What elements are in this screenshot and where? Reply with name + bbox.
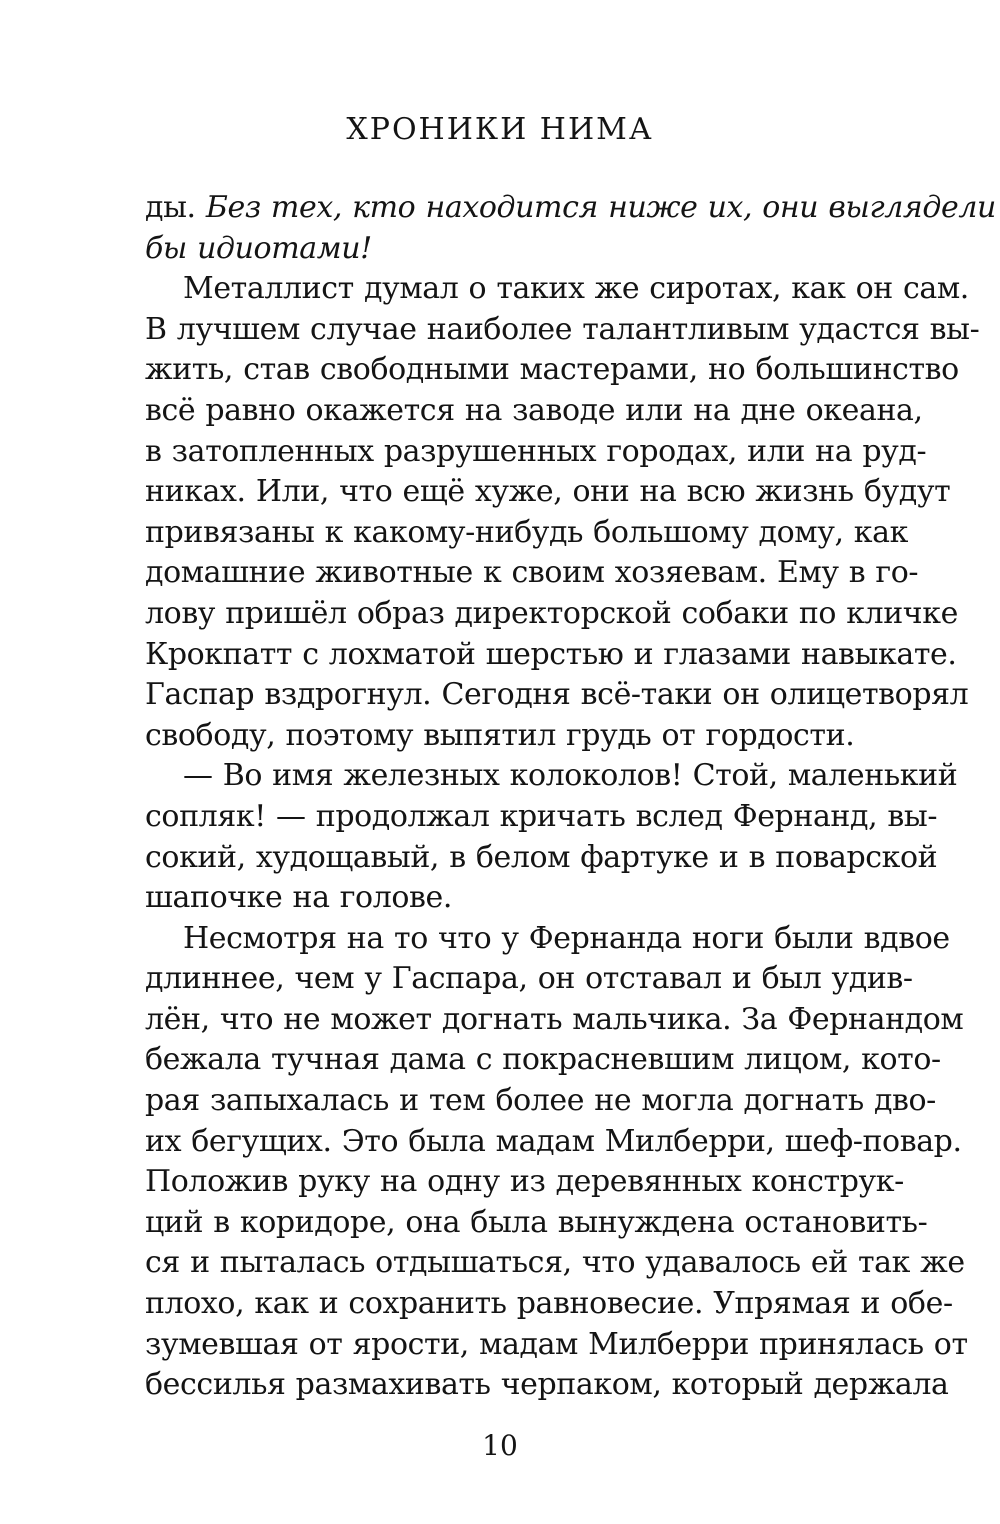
text-line — [145, 472, 951, 513]
text-line — [145, 1081, 936, 1122]
text-line — [145, 350, 959, 391]
text-line — [145, 188, 996, 229]
text-line — [145, 1243, 965, 1284]
text-run: рая запыхалась и тем более не могла догнать дво- — [145, 1083, 936, 1119]
text-line — [145, 553, 919, 594]
text-run: жить, став свободными мастерами, но большинство — [145, 352, 959, 388]
text-line — [145, 310, 980, 351]
text-run: свободу, поэтому выпятил грудь от гордости. — [145, 717, 855, 753]
text-run: В лучшем случае наиболее талантливым удастся вы- — [145, 311, 980, 347]
text-line — [145, 391, 923, 432]
text-line — [145, 1365, 949, 1406]
text-line — [145, 797, 938, 838]
text-run: зумевшая от ярости, мадам Милберри принялась от — [145, 1326, 968, 1362]
text-line — [145, 878, 890, 919]
text-run: бессилья размахивать черпаком, который держала — [145, 1367, 949, 1403]
text-line — [145, 635, 957, 676]
text-line — [145, 1122, 962, 1163]
text-line — [145, 229, 890, 270]
text-line — [145, 1284, 953, 1325]
text-run: сокий, худощавый, в белом фартуке и в поварской — [145, 839, 938, 875]
text-line — [145, 959, 913, 1000]
text-line — [145, 1040, 941, 1081]
text-run: домашние животные к своим хозяевам. Ему в го- — [145, 555, 919, 591]
text-run: Несмотря на то что у Фернанда ноги были вдвое — [183, 920, 950, 956]
text-run: Положив руку на одну из деревянных конструк- — [145, 1164, 904, 1200]
text-run: лову пришёл образ директорской собаки по кличке — [145, 595, 958, 631]
text-line — [145, 269, 969, 310]
italic-text: бы идиотами! — [145, 230, 372, 266]
text-run: их бегущих. Это была мадам Милберри, шеф-повар. — [145, 1123, 962, 1159]
text-line — [145, 1203, 928, 1244]
text-line — [145, 1000, 964, 1041]
text-run: лён, что не может догнать мальчика. За Фернандом — [145, 1001, 964, 1037]
text-run: Крокпатт с лохматой шерстью и глазами навыкате. — [145, 636, 957, 672]
text-line — [145, 513, 908, 554]
text-run: ды. — [145, 190, 206, 225]
text-run: никах. Или, что ещё хуже, они на всю жизнь будут — [145, 474, 951, 510]
text-run: ся и пыталась отдышаться, что удавалось ей так же — [145, 1245, 965, 1281]
text-run: привязаны к какому-нибудь большому дому, как — [145, 514, 908, 550]
text-run: бежала тучная дама с покрасневшим лицом, кото- — [145, 1042, 941, 1078]
text-line — [145, 594, 958, 635]
text-run: ций в коридоре, она была вынуждена остановить- — [145, 1204, 928, 1240]
text-line — [145, 716, 890, 757]
text-run: Металлист думал о таких же сиротах, как он сам. — [183, 271, 969, 307]
italic-text: Без тех, кто находится ниже их, они выглядели — [205, 190, 996, 225]
text-run: шапочке на голове. — [145, 880, 453, 916]
text-line — [145, 919, 950, 960]
page-number: 10 — [482, 1429, 518, 1462]
text-line — [145, 838, 938, 879]
text-line — [145, 432, 927, 473]
text-line — [145, 1325, 968, 1366]
text-run: — Во имя железных колоколов! Стой, маленький — [183, 758, 958, 794]
text-run: Гаспар вздрогнул. Сегодня всё-таки он олицетворял — [145, 677, 969, 713]
body-text — [145, 188, 996, 1406]
text-run: всё равно окажется на заводе или на дне океана, — [145, 392, 923, 428]
text-line — [145, 675, 969, 716]
text-line — [145, 756, 958, 797]
text-run: длиннее, чем у Гаспара, он отставал и был удив- — [145, 961, 913, 997]
text-run: плохо, как и сохранить равновесие. Упрямая и обе- — [145, 1286, 953, 1322]
text-line — [145, 1162, 904, 1203]
text-run: в затопленных разрушенных городах, или на руд- — [145, 433, 927, 469]
text-run: сопляк! — продолжал кричать вслед Фернанд, вы- — [145, 798, 938, 834]
running-head-title: ХРОНИКИ НИМА — [346, 112, 654, 147]
